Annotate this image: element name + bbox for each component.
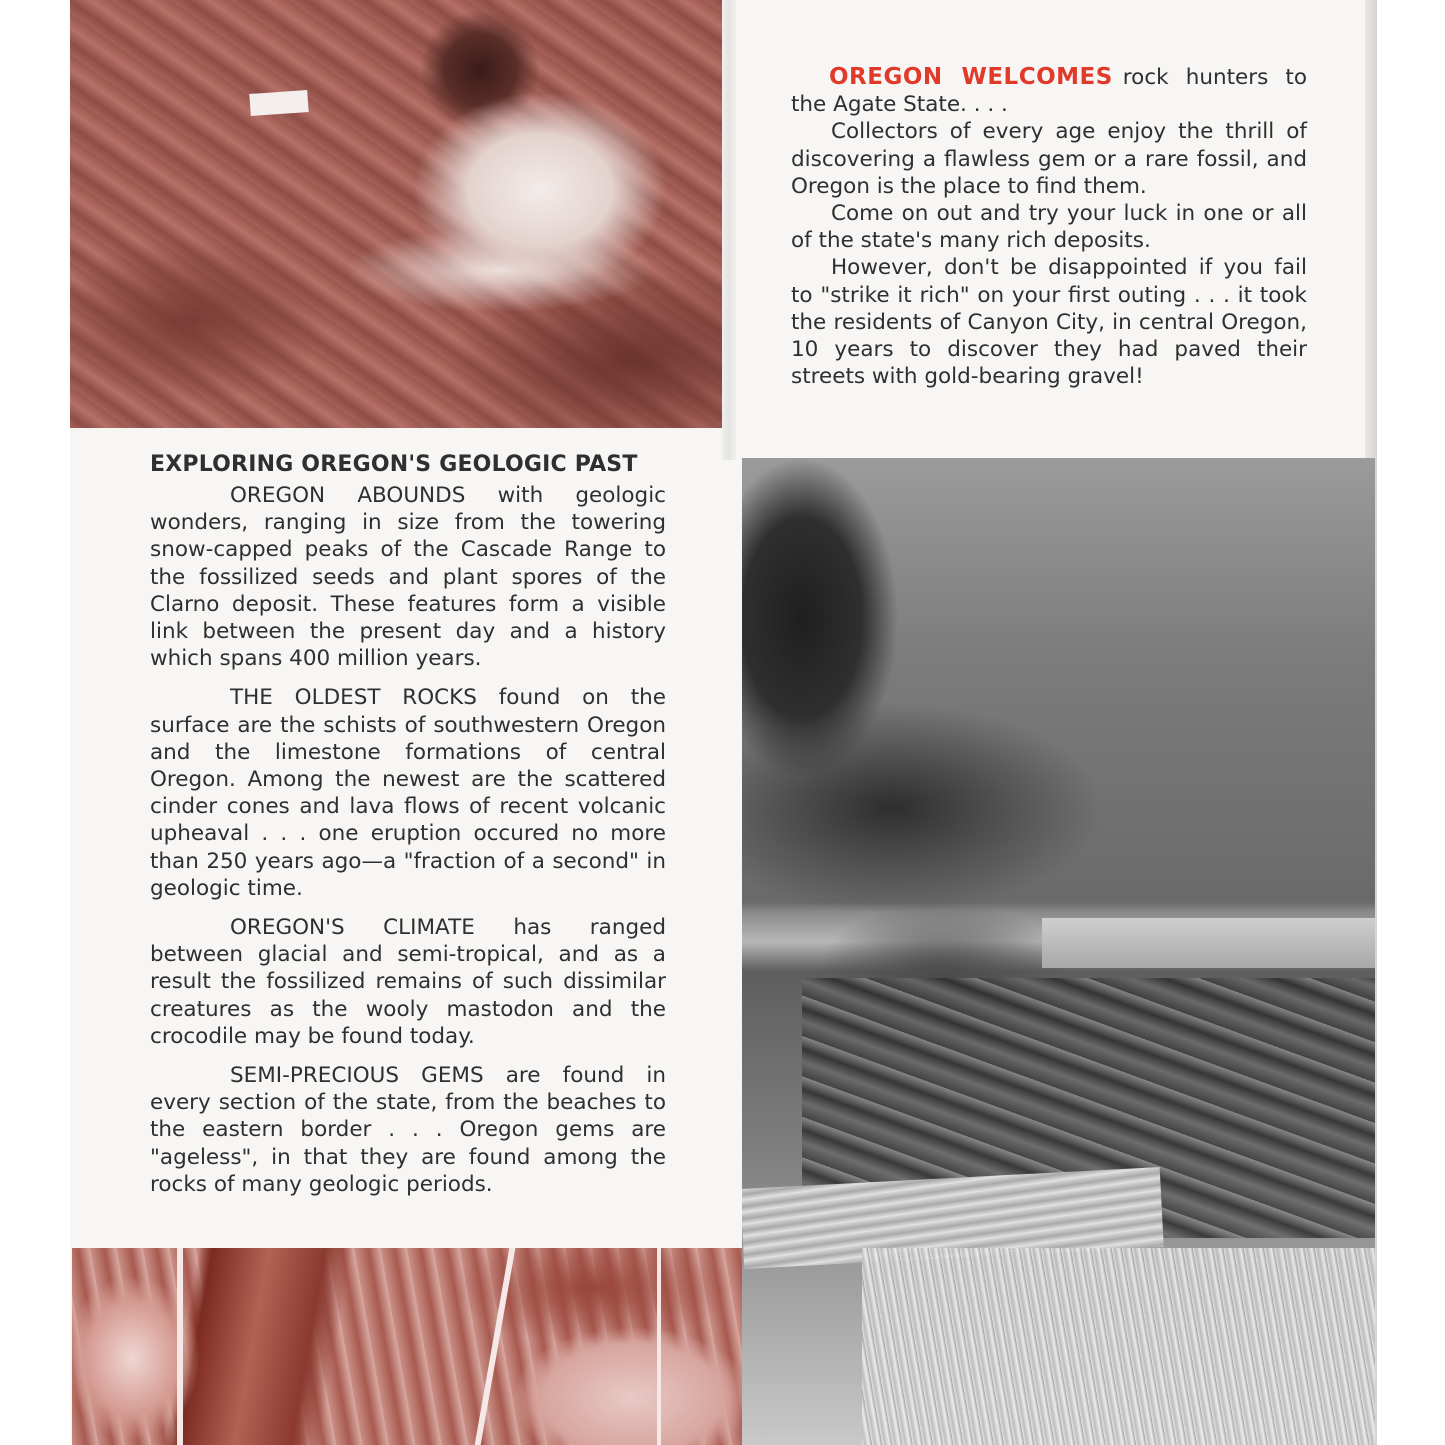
- section-text: found on the surface are the schists of southwestern Oregon and the limestone formations of central Oregon. Among the newest are the scattered cinder cones and lava flows of recent volcanic upheaval . . . one eruption occured no more than 250 years ago—a "fraction of a second" in geologic time.: [150, 685, 666, 901]
- agate-vein: [475, 1248, 516, 1445]
- fold-shadow: [722, 0, 736, 460]
- agate-vein: [657, 1248, 661, 1445]
- welcome-text-block: [791, 64, 1307, 390]
- geologic-text-block: [150, 448, 666, 1210]
- welcome-title: OREGON WELCOMES: [829, 64, 1113, 90]
- section-text: with geologic wonders, ranging in size from the towering snow-capped peaks of the Cascade Range to the fossilized seeds and plant spores of the Clarno deposit. These features form a visible link between the present day and a history which spans 400 million years.: [150, 483, 666, 672]
- grass-in-photo: [862, 1248, 1375, 1445]
- geologic-section-abounds: [150, 482, 666, 672]
- agate-vein: [177, 1248, 183, 1445]
- geologic-section-oldest-rocks: [150, 684, 666, 902]
- geologic-heading: EXPLORING OREGON'S GEOLOGIC PAST: [150, 452, 638, 477]
- section-lead: OREGON'S CLIMATE: [230, 915, 475, 941]
- welcome-paragraph-4: However, don't be disappointed if you fail to "strike it rich" on your first outing . . . it took the residents of Canyon City, in central Oregon, 10 years to discover they had paved their streets with gold-bearing gravel!: [791, 255, 1307, 390]
- welcome-paragraph-1: [791, 64, 1307, 118]
- landscape-photo: [742, 458, 1375, 1445]
- section-text: has ranged between glacial and semi-tropical, and as a result the fossilized remains of such dissimilar creatures as the wooly mastodon and the crocodile may be found today.: [150, 915, 666, 1049]
- welcome-paragraph-2: Collectors of every age enjoy the thrill of discovering a flawless gem or a rare fossil, and Oregon is the place to find them.: [791, 119, 1307, 199]
- welcome-intro: rock hunters to the Agate State. . . .: [791, 65, 1308, 118]
- section-text: are found in every section of the state, from the beaches to the eastern border . . . Oregon gems are "ageless", in that they are found among the rocks of many geologic periods.: [150, 1063, 666, 1197]
- agate-photo: [72, 1248, 742, 1445]
- geologic-section-climate: [150, 914, 666, 1050]
- geologic-section-gems: [150, 1062, 666, 1198]
- tree-in-photo: [742, 458, 942, 818]
- section-lead: SEMI-PRECIOUS GEMS: [230, 1063, 484, 1089]
- rock-hunter-photo: [70, 0, 722, 428]
- paper-in-photo: [249, 90, 308, 116]
- welcome-paragraph-3: Come on out and try your luck in one or all of the state's many rich deposits.: [791, 201, 1307, 254]
- lake-in-photo: [1042, 918, 1375, 968]
- section-lead: THE OLDEST ROCKS: [230, 685, 477, 711]
- section-lead: OREGON ABOUNDS: [230, 483, 466, 508]
